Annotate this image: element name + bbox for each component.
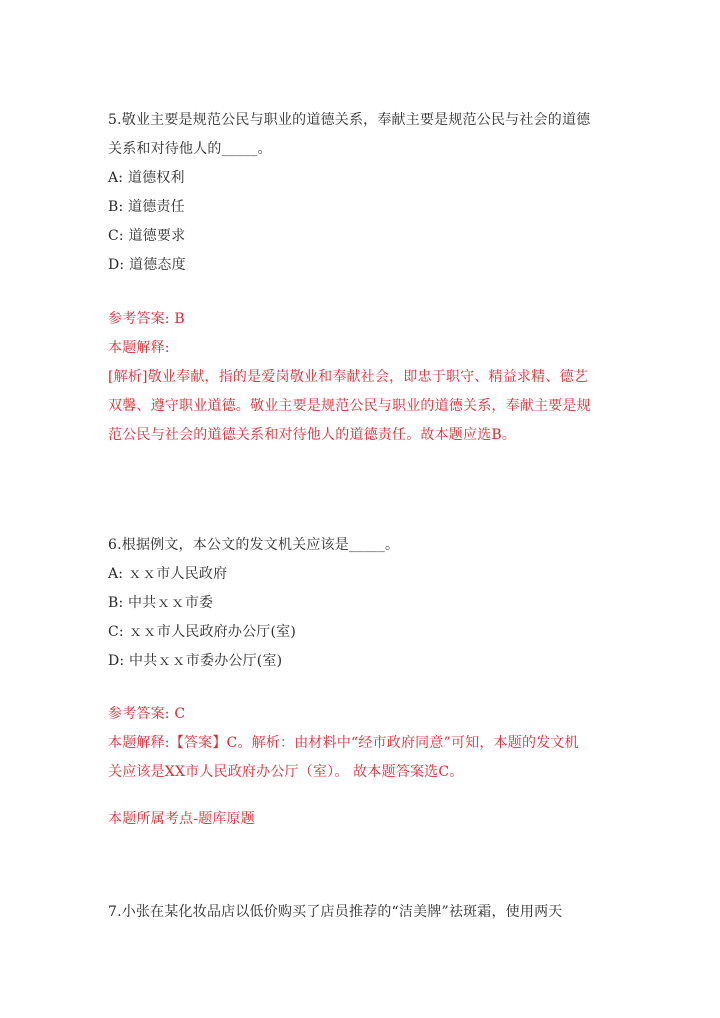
question-6-topic: 本题所属考点-题库原题: [108, 811, 255, 827]
question-5-explain-line-2: 双馨、遵守职业道德。敬业主要是规范公民与职业的道德关系，奉献主要是规: [108, 398, 591, 414]
question-6-answer: 参考答案: C: [108, 706, 186, 722]
question-6-option-c: C: ｘｘ市人民政府办公厅(室): [108, 624, 297, 640]
question-5-explain-line-1: [解析]敬业奉献，指的是爱岗敬业和奉献社会，即忠于职守、精益求精、德艺: [108, 369, 588, 385]
question-6-answer-section: [108, 700, 608, 834]
question-5-answer-section: [108, 305, 608, 450]
question-6-option-a: A: ｘｘ市人民政府: [108, 566, 228, 582]
question-6-explain-line-2: 关应该是XX市人民政府办公厅（室）。 故本题答案选C。: [108, 764, 464, 780]
spacer: [108, 787, 608, 805]
question-5-option-d: D: 道德态度: [108, 257, 186, 273]
question-7-stem-line-1: 7.小张在某化妆品店以低价购买了店员推荐的“洁美牌”祛斑霜，使用两天: [108, 904, 563, 920]
question-5-explain-line-3: 范公民与社会的道德关系和对待他人的道德责任。故本题应选B。: [108, 427, 517, 443]
question-6-option-d: D: 中共ｘｘ市委办公厅(室): [108, 653, 283, 669]
question-5: [108, 106, 608, 280]
question-5-stem-line-2: 关系和对待他人的_____。: [108, 141, 272, 157]
question-6: [108, 531, 608, 676]
question-6-option-b: B: 中共ｘｘ市委: [108, 595, 214, 611]
question-5-stem-line-1: 5.敬业主要是规范公民与职业的道德关系，奉献主要是规范公民与社会的道德: [108, 112, 591, 128]
question-6-stem-line-1: 6.根据例文，本公文的发文机关应该是_____。: [108, 537, 400, 553]
question-5-answer: 参考答案: B: [108, 311, 185, 327]
question-7: [108, 898, 608, 927]
question-5-option-c: C: 道德要求: [108, 228, 186, 244]
question-5-option-a: A: 道德权利: [108, 170, 185, 186]
question-5-explain-title: 本题解释:: [108, 340, 170, 356]
question-6-explain-line-1: 本题解释:【答案】C。解析：由材料中“经市政府同意”可知，本题的发文机: [108, 735, 579, 751]
question-5-option-b: B: 道德责任: [108, 199, 185, 215]
